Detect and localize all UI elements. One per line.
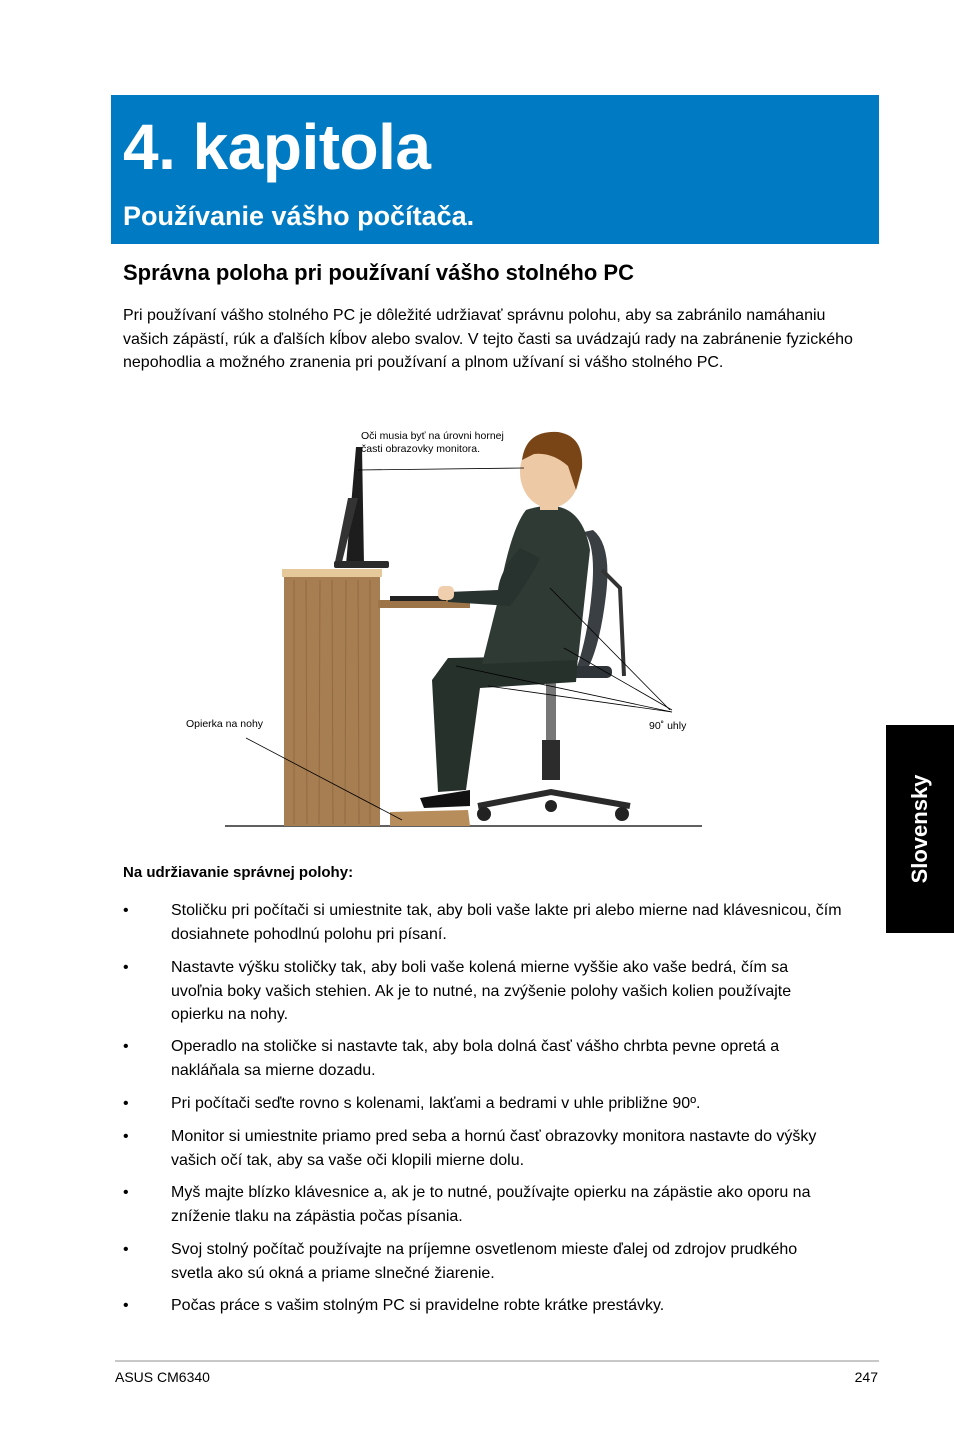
posture-drawing	[180, 420, 710, 840]
footer-model: ASUS CM6340	[115, 1369, 210, 1385]
list-item-text: Myš majte blízko klávesnice a, ak je to nutné, používajte opierku na zápästie ako oporu na zníženie tlaku na zápästia počas písania.	[171, 1184, 811, 1225]
bullet-symbol: •	[123, 1038, 129, 1055]
list-item-text: Monitor si umiestnite priamo pred seba a hornú časť obrazovky monitora nastavte do výšky vašich očí tak, aby sa vaše oči klopili mierne dolu.	[171, 1128, 817, 1169]
eyes-level-label-line2: časti obrazovky monitora.	[361, 443, 481, 455]
right-angles-label: 90˚ uhly	[649, 720, 687, 732]
bullet-symbol: •	[123, 1128, 129, 1145]
tips-title: Na udržiavanie správnej polohy:	[123, 864, 354, 881]
page-number: 247	[854, 1369, 878, 1385]
list-item-text: Počas práce s vašim stolným PC si pravidelne robte krátke prestávky.	[171, 1297, 665, 1314]
list-item-text: Pri počítači seďte rovno s kolenami, lakťami a bedrami v uhle približne 90º.	[171, 1095, 701, 1112]
bullet-symbol: •	[123, 1297, 129, 1314]
language-side-tab	[886, 725, 954, 933]
posture-illustration	[180, 420, 710, 840]
footrest-label: Opierka na nohy	[186, 718, 264, 730]
eyes-level-label	[361, 430, 504, 456]
chapter-subtitle: Používanie vášho počítača.	[123, 201, 475, 231]
bullet-symbol: •	[123, 1184, 129, 1201]
bullet-symbol: •	[123, 1095, 129, 1112]
eyes-level-label-line1: Oči musia byť na úrovni hornej	[361, 430, 504, 442]
chapter-title: 4. kapitola	[123, 111, 431, 183]
intro-paragraph: Pri používaní vášho stolného PC je dôležité udržiavať správnu polohu, aby sa zabránilo namáhaniu vašich zápästí, rúk a ďalších kĺbov alebo svalov. V tejto časti sa uvádzajú rady na zabránenie fyzického nepohodlia a možného zranenia pri používaní a plnom užívaní si vášho stolného PC.	[123, 307, 853, 371]
list-item-text: Operadlo na stoličke si nastavte tak, aby bola dolná časť vášho chrbta pevne opretá a nakláňala sa mierne dozadu.	[171, 1038, 780, 1079]
language-label: Slovensky	[907, 774, 932, 884]
list-item-text: Nastavte výšku stoličky tak, aby boli vaše kolená mierne vyššie ako vaše bedrá, čím sa uvoľnia boky vašich stehien. Ak je to nutné, na zvýšenie polohy vašich kolien používajte opierku na nohy.	[171, 959, 792, 1023]
bullet-symbol: •	[123, 902, 129, 919]
bullet-symbol: •	[123, 1241, 129, 1258]
section-title: Správna poloha pri používaní vášho stolného PC	[123, 260, 634, 285]
bullet-symbol: •	[123, 959, 129, 976]
list-item-text: Svoj stolný počítač používajte na príjemne osvetlenom mieste ďalej od zdrojov prudkého svetla ako sú okná a priame slnečné žiarenie.	[171, 1241, 798, 1282]
footer-divider	[115, 1360, 879, 1362]
list-item-text: Stoličku pri počítači si umiestnite tak, aby boli vaše lakte pri alebo mierne nad klávesnicou, čím dosiahnete pohodlnú polohu pri písaní.	[171, 902, 842, 943]
